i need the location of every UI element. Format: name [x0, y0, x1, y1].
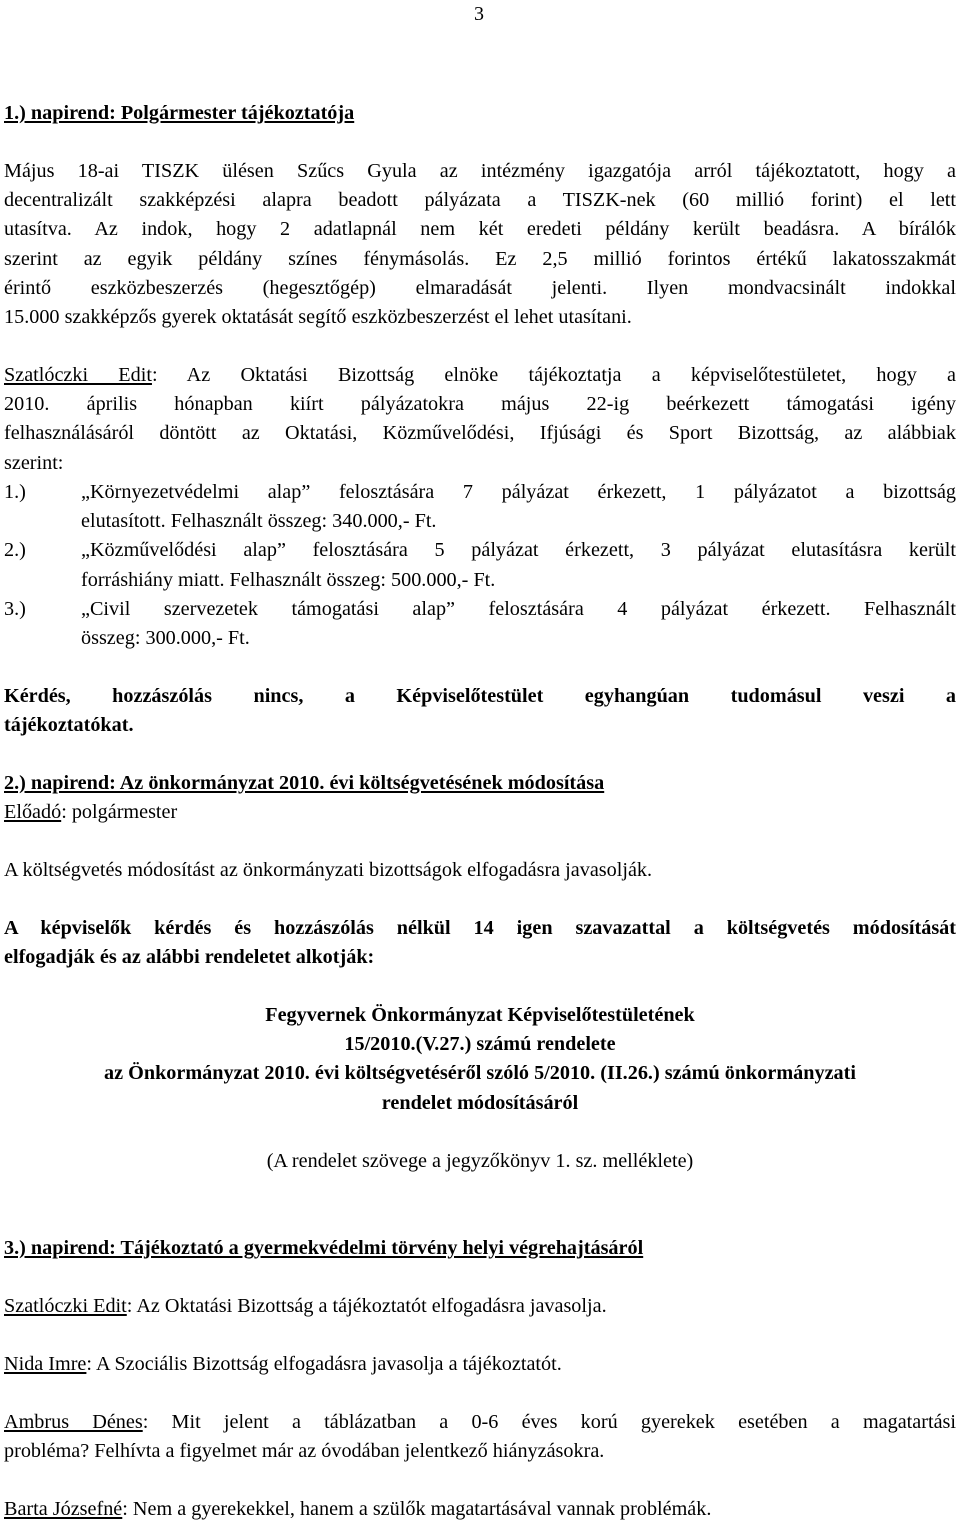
list-item: 3.) „Civil szervezetek támogatási alap” felosztására 4 pályázat érkezett. Felhasznált összeg: 300.000,- Ft. [4, 595, 956, 653]
speaker-name: Barta Józsefné [4, 1498, 123, 1520]
section-1-heading: 1.) napirend: Polgármester tájékoztatója [4, 102, 355, 124]
speaker-name: Nida Imre [4, 1353, 87, 1375]
statement-paragraph: Ambrus Dénes: Mit jelent a táblázatban a 0-6 éves korú gyerekek esetében a magatartási probléma? Felhívta a figyelmet már az óvodában jelentkező hiányzásokra. [4, 1411, 957, 1463]
presenter-line: Előadó: polgármester [4, 801, 178, 823]
paragraph-line: Szatlóczki Edit: Az Oktatási Bizottság elnöke tájékoztatja a képviselőtestületet, hogy a [4, 364, 956, 386]
statement-paragraph: Szatlóczki Edit: Az Oktatási Bizottság a tájékoztatót elfogadásra javasolja. [4, 1295, 607, 1317]
speaker-name: Ambrus Dénes [4, 1411, 143, 1433]
list-item: 2.) „Közművelődési alap” felosztására 5 pályázat érkezett, 3 pályázat elutasításra került forráshiány miatt. Felhasznált összeg: 500.000,- Ft. [4, 536, 956, 594]
paragraph-line: decentralizált szakképzési alapra beadott pályázata a TISZK-nek (60 millió forint) el lett [4, 189, 956, 212]
speaker-name: Szatlóczki Edit [4, 364, 152, 386]
speaker-name: Szatlóczki Edit [4, 1295, 127, 1317]
paragraph-line: 2010. április hónapban kiírt pályázatokra május 22-ig beérkezett támogatási igény [4, 393, 956, 416]
list-number: 2.) [4, 539, 26, 562]
section-2-paragraph: A költségvetés módosítást az önkormányzati bizottságok elfogadásra javasolják. [4, 859, 653, 881]
paragraph-line: 15.000 szakképzős gyerek oktatását segítő eszközbeszerzést el lehet utasítani. [4, 306, 632, 329]
section-1-paragraph [4, 157, 956, 332]
decree-title: Fegyvernek Önkormányzat Képviselőtestületének 15/2010.(V.27.) számú rendelete az Önkormányzat 2010. évi költségvetéséről szóló 5/2010. (II.26.) számú önkormányzati rendelet módosításáról [104, 1004, 856, 1114]
committee-report-paragraph [4, 361, 956, 478]
list-number: 3.) [4, 597, 26, 620]
paragraph-line: szerint az egyik példány színes fénymásolás. Ez 2,5 millió forintos értékű lakatosszakmát [4, 247, 956, 270]
vote-paragraph: A képviselők kérdés és hozzászólás nélkül 14 igen szavazattal a költségvetés módosítását elfogadják és az alábbi rendeletet alkotják: [4, 917, 956, 969]
acknowledgement-paragraph: Kérdés, hozzászólás nincs, a Képviselőtestület egyhangúan tudomásul veszi a tájékoztatókat. [4, 685, 956, 737]
decree-note: (A rendelet szövege a jegyzőkönyv 1. sz. melléklete) [266, 1150, 694, 1172]
list-number: 1.) [4, 481, 26, 503]
paragraph-line: érintő eszközbeszerzés (hegesztőgép) elmaradását jelenti. Ilyen mondvacsinált indokkal [4, 276, 956, 299]
statement-paragraph: Barta Józsefné: Nem a gyerekekkel, hanem a szülők magatartásával vannak problémák. [4, 1498, 712, 1520]
statement-paragraph: Nida Imre: A Szociális Bizottság elfogadásra javasolja a tájékoztatót. [4, 1353, 562, 1375]
paragraph-line: utasítva. Az indok, hogy 2 adatlapnál nem két eredeti példány került beadásra. A bírálók [4, 218, 956, 241]
paragraph-line: felhasználásáról döntött az Oktatási, Közművelődési, Ifjúsági és Sport Bizottság, az alábbiak [4, 422, 956, 445]
paragraph-line: szerint: [4, 451, 64, 474]
paragraph-line: Május 18-ai TISZK ülésen Szűcs Gyula az intézmény igazgatója arról tájékoztatott, hogy a [4, 160, 956, 182]
list-item: 1.) „Környezetvédelmi alap” felosztására 7 pályázat érkezett, 1 pályázatot a bizottság elutasított. Felhasznált összeg: 340.000,- Ft. [4, 478, 956, 536]
grant-list [4, 478, 956, 653]
page-number: 3 [474, 3, 484, 25]
section-3-heading: 3.) napirend: Tájékoztató a gyermekvédelmi törvény helyi végrehajtásáról [4, 1237, 644, 1259]
section-2-heading: 2.) napirend: Az önkormányzat 2010. évi költségvetésének módosítása [4, 772, 605, 794]
